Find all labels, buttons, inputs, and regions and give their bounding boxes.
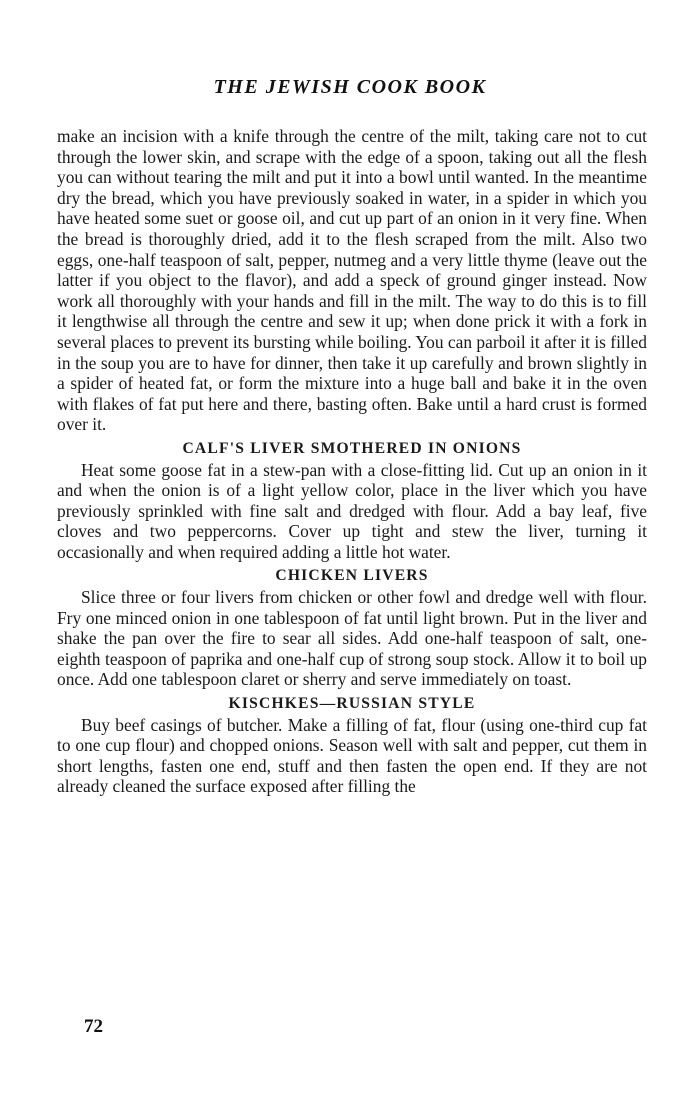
continued-paragraph: make an incision with a knife through the centre of the milt, taking care not to cut through the lower skin, and scrape with the edge of a spoon, taking out all the flesh you can without tearing the milt and put it into a bowl until wanted. In the meantime dry the bread, which you have previously soaked in water, in a spider in which you have heated some suet or goose oil, and cut up part of an onion in it very fine. When the bread is thoroughly dried, add it to the flesh scraped from the milt. Also two eggs, one-half teaspoon of salt, pepper, nutmeg and a very little thyme (leave out the latter if you object to the flavor), and add a speck of ground ginger instead. Now work all thoroughly with your hands and fill in the milt. The way to do this is to fill it lengthwise all through the centre and sew it up; when done prick it with a fork in several places to prevent its bursting while boiling. You can parboil it after it is filled in the soup you are to have for dinner, then take it up carefully and brown slightly in a spider of heated fat, or form the mixture into a huge ball and bake it in the oven with flakes of fat put here and there, basting often. Bake until a hard crust is formed over it. — [57, 126, 647, 435]
recipe-body: Heat some goose fat in a stew-pan with a close-fitting lid. Cut up an onion in it and when the onion is of a light yellow color, place in the liver which you have previously sprinkled with fine salt and dredged with flour. Add a bay leaf, five cloves and two peppercorns. Cover up tight and stew the liver, turning it occasionally and when required adding a little hot water. — [57, 459, 647, 562]
recipe-body: Buy beef casings of butcher. Make a filling of fat, flour (using one-third cup fat to one cup flour) and chopped onions. Season well with salt and pepper, cut them in short lengths, fasten one end, stuff and then fasten the open end. If they are not already cleaned the surface exposed after filling the — [57, 714, 647, 797]
recipe-calfs-liver — [57, 439, 647, 563]
page-body — [57, 126, 647, 797]
recipe-title: CHICKEN LIVERS — [275, 567, 429, 585]
recipe-chicken-livers — [57, 566, 647, 690]
recipe-title: KISCHKES—RUSSIAN STYLE — [228, 695, 476, 713]
recipe-kischkes — [57, 694, 647, 797]
page-number: 72 — [84, 1016, 103, 1037]
recipe-title: CALF'S LIVER SMOTHERED IN ONIONS — [182, 439, 522, 457]
recipe-body: Slice three or four livers from chicken or other fowl and dredge well with flour. Fry one minced onion in one tablespoon of fat until light brown. Put in the liver and shake the pan over the fire to sear all sides. Add one-half teaspoon of salt, one-eighth teaspoon of paprika and one-half cup of strong soup stock. Allow it to boil up once. Add one tablespoon claret or sherry and serve immediately on toast. — [57, 587, 647, 690]
running-head: THE JEWISH COOK BOOK — [213, 76, 487, 98]
